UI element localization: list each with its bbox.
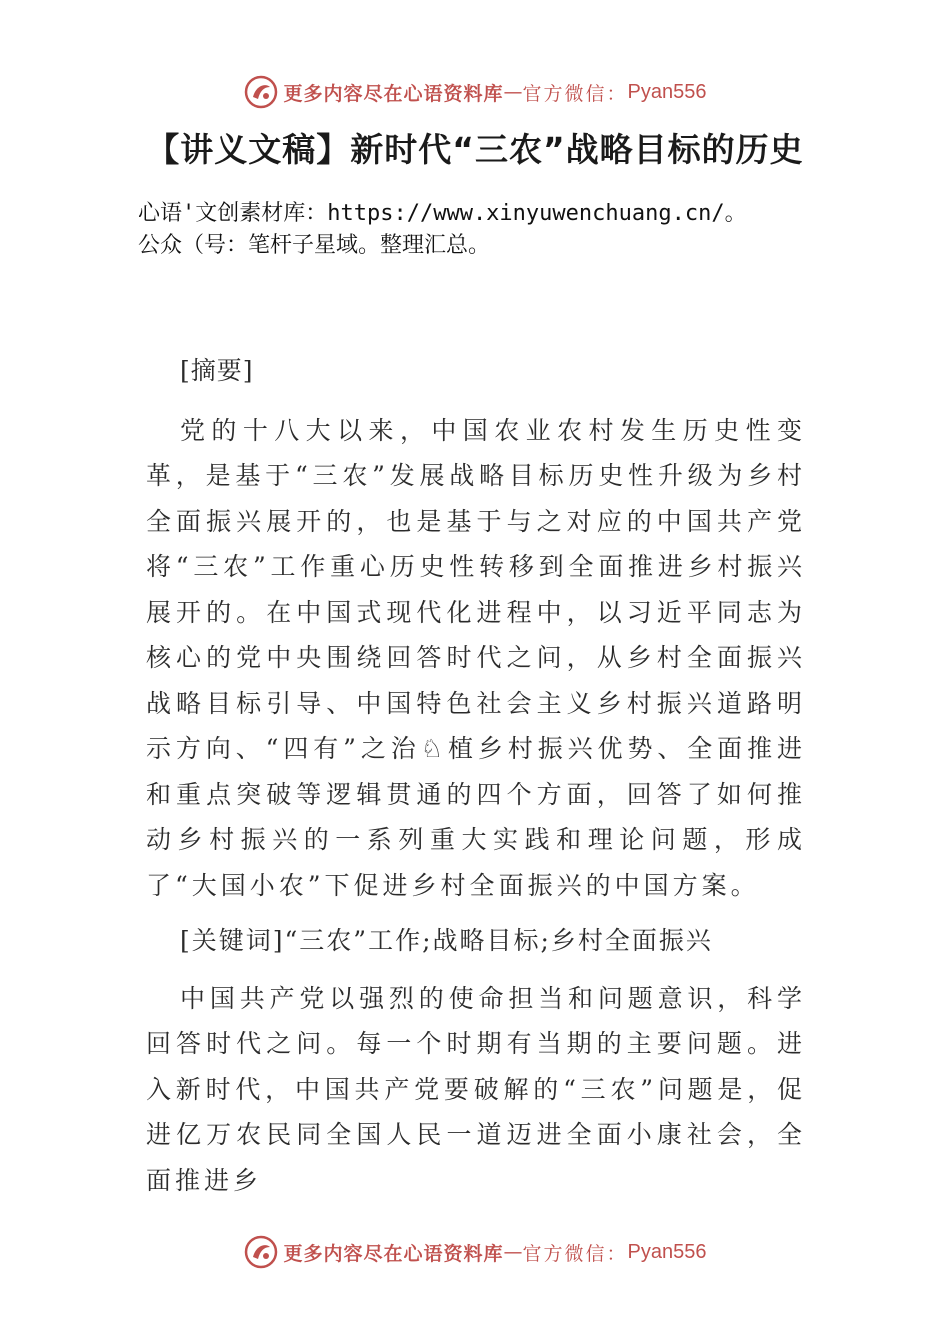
source-info (138, 198, 938, 262)
banner-text: 更多内容尽在心语资料库 (283, 1242, 504, 1265)
banner-wechat-id: Pyan556 (627, 80, 707, 103)
brand-logo-icon (244, 1235, 278, 1269)
abstract-paragraph: 党的十八大以来，中国农业农村发生历史性变革，是基于“三农”发展战略目标历史性升级为乡村全面振兴展开的，也是基于与之对应的中国共产党将“三农”工作重心历史性转移到全面推进乡村振兴展开的。在中国式现代化进程中，以习近平同志为核心的党中央围绕回答时代之问，从乡村全面振兴战略目标引导、中国特色社会主义乡村振兴道路明示方向、“四有”之治♘植乡村振兴优势、全面推进和重点突破等逻辑贯通的四个方面，回答了如何推动乡村振兴的一系列重大实践和理论问题，形成了“大国小农”下促进乡村全面振兴的中国方案。 (146, 415, 806, 900)
banner-separator: — (503, 81, 523, 103)
source-line-account: 公众（号：笔杆子星域。整理汇总。 (138, 233, 491, 258)
body-paragraph: 中国共产党以强烈的使命担当和问题意识，科学回答时代之问。每一个时期有当期的主要问题。进入新时代，中国共产党要破解的“三农”问题是，促进亿万农民同全国人民一道迈进全面小康社会，全面推进乡 (146, 983, 806, 1195)
banner-separator: — (503, 1241, 523, 1263)
footer-banner (0, 1232, 950, 1272)
source-line-website: 心语'文创素材库：https://www.xinyuwenchuang.cn/。 (138, 201, 747, 226)
abstract-heading: [摘要] (180, 356, 254, 385)
banner-wechat-id: Pyan556 (627, 1240, 707, 1263)
banner-wechat-label: 官方微信： (522, 1242, 628, 1265)
document-body (146, 348, 806, 1203)
brand-logo-icon (244, 75, 278, 109)
banner-text: 更多内容尽在心语资料库 (283, 82, 504, 105)
header-banner (0, 72, 950, 112)
document-title: 【讲义文稿】新时代“三农”战略目标的历史 (146, 130, 804, 169)
banner-wechat-label: 官方微信： (522, 82, 628, 105)
keywords-line: [关键词]“三农”工作;战略目标;乡村全面振兴 (180, 926, 713, 955)
